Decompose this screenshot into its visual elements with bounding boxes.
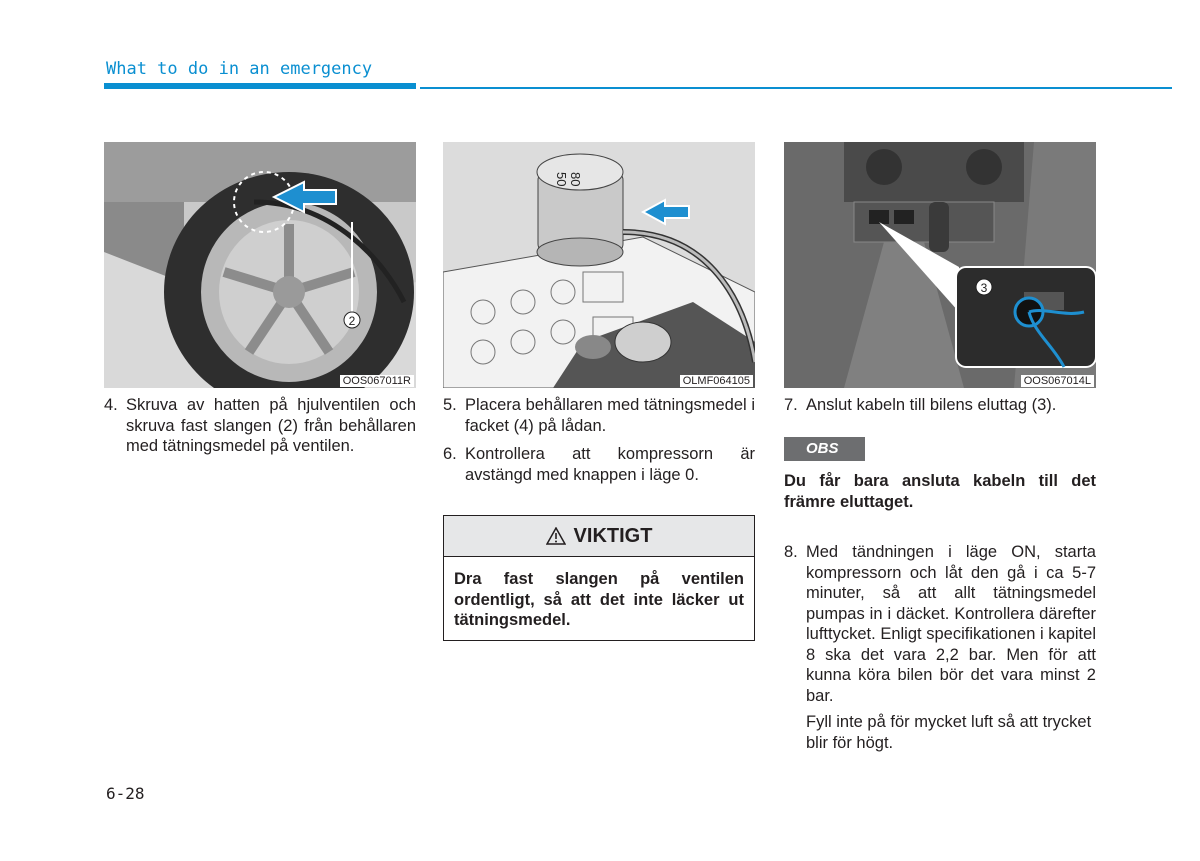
callout-3: 3 [980, 281, 988, 295]
figure-tire-valve [104, 142, 416, 388]
note-badge: OBS [784, 437, 865, 461]
step-text: Anslut kabeln till bilens eluttag (3). [806, 396, 1057, 414]
step-7 [784, 395, 1096, 416]
step-8 [784, 542, 1096, 706]
figure-code: OOS067014L [1021, 375, 1094, 387]
step-4 [104, 395, 416, 457]
warning-title: VIKTIGT [573, 524, 653, 547]
step-5 [443, 395, 755, 436]
column-1-text [104, 395, 416, 457]
column-3-step-8 [784, 542, 1096, 753]
step-number: 4. [104, 396, 118, 414]
warning-header [444, 516, 754, 557]
callout-2: 2 [348, 314, 356, 328]
warning-box [443, 515, 755, 641]
note-text: Du får bara ansluta kabeln till det främre eluttaget. [784, 472, 1096, 511]
step-text: Placera behållaren med tätningsmedel i facket (4) på lådan. [465, 396, 755, 435]
step-text: Med tändningen i läge ON, starta kompressorn och låt den gå i ca 5-7 minuter, så att allt tätningsmedel pumpas in i däcket. Kontrollera därefter lufttycket. Enligt specifikationen i kapitel 8 ska det vara 2,2 bar. Men för att kunna köra bilen bör det vara minst 2 bar. [806, 543, 1096, 705]
gauge-number-80: 80 [568, 172, 583, 187]
step-6 [443, 444, 755, 485]
gauge-number-50: 50 [554, 172, 569, 187]
step-number: 7. [784, 396, 798, 414]
step-number: 8. [784, 543, 798, 561]
step-number: 5. [443, 396, 457, 414]
figure-code: OOS067011R [340, 375, 414, 387]
step-text: Kontrollera att kompressorn är avstängd med knappen i läge 0. [465, 445, 755, 484]
page-number: 6-28 [106, 784, 145, 803]
header-accent-bar [104, 83, 416, 89]
figure-sealant-bottle [443, 142, 755, 388]
section-title: What to do in an emergency [106, 59, 373, 79]
figure-code: OLMF064105 [680, 375, 753, 387]
column-3-step-7 [784, 395, 1096, 416]
warning-triangle-icon [546, 527, 566, 545]
extra-paragraph: Fyll inte på för mycket luft så att trycket blir för högt. [806, 713, 1092, 752]
column-2-text [443, 395, 755, 485]
header-rule [420, 87, 1172, 89]
step-text: Skruva av hatten på hjulventilen och skruva fast slangen (2) från behållaren med tätningsmedel på ventilen. [126, 396, 416, 455]
warning-body: Dra fast slangen på ventilen ordentligt, så att det inte läcker ut tätningsmedel. [454, 570, 744, 629]
step-number: 6. [443, 445, 457, 463]
figure-power-socket [784, 142, 1096, 388]
